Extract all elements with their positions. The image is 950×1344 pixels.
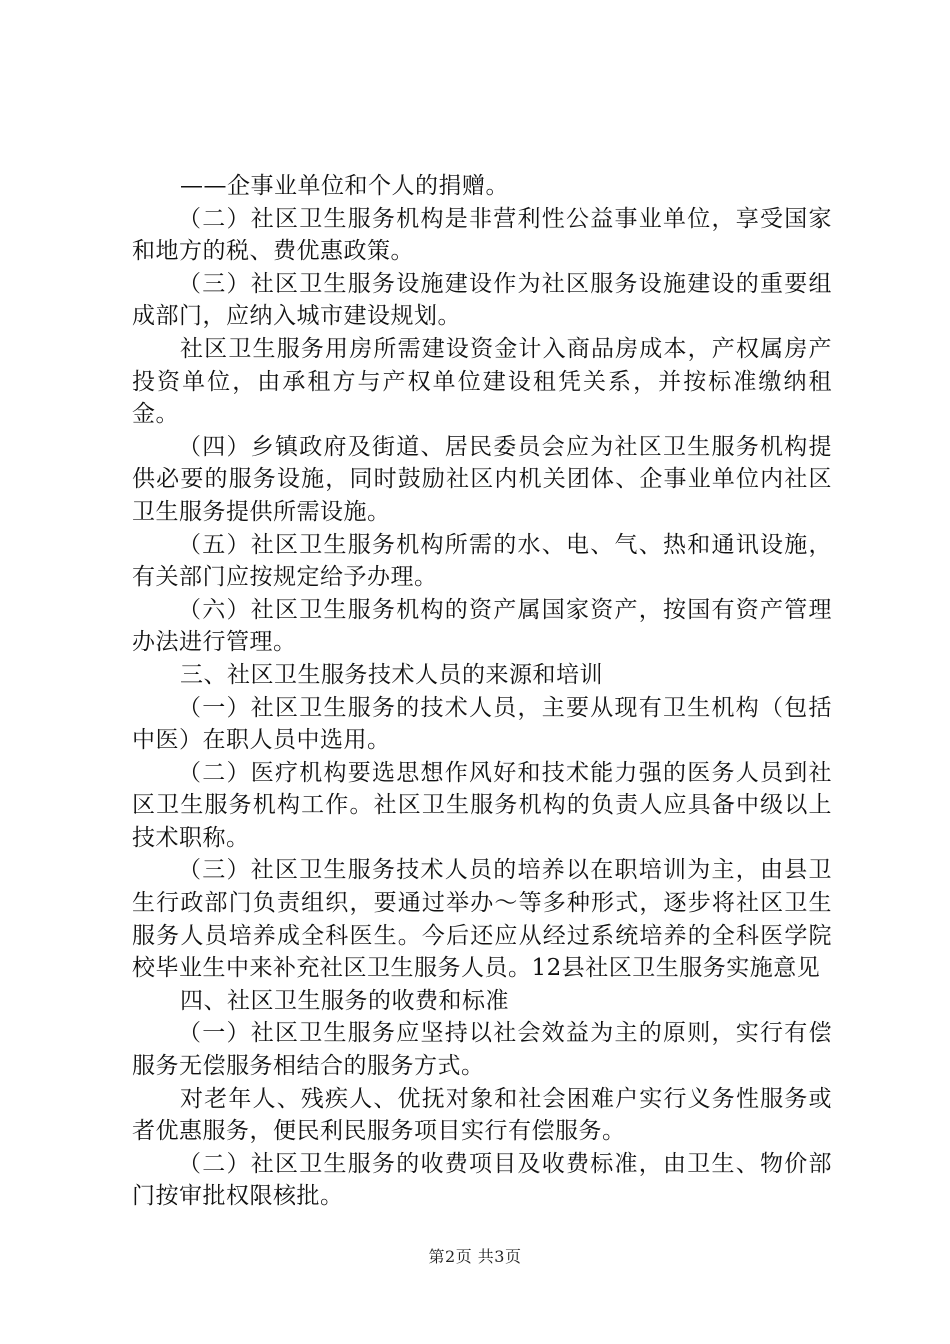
paragraph-fee-approval: （二）社区卫生服务的收费项目及收费标准，由卫生、物价部门按审批权限核批。 [132,1150,832,1210]
paragraph-medical-staff: （二）医疗机构要选思想作风好和技术能力强的医务人员到社区卫生服务机构工作。社区卫生服务机构的负责人应具备中级以上技术职称。 [132,759,832,851]
paragraph-facility-planning: （三）社区卫生服务设施建设作为社区服务设施建设的重要组成部门，应纳入城市建设规划。 [132,270,832,330]
paragraph-training: （三）社区卫生服务技术人员的培养以在职培训为主，由县卫生行政部门负责组织，要通过举办～等多种形式，逐步将社区卫生服务人员培养成全科医生。今后还应从经过系统培养的全科医学院校毕业生中来补充社区卫生服务人员。12县社区卫生服务实施意见 [132,857,832,982]
section-heading-fees: 四、社区卫生服务的收费和标准 [180,987,509,1014]
paragraph-state-assets: （六）社区卫生服务机构的资产属国家资产，按国有资产管理办法进行管理。 [132,596,832,656]
section-heading-staffing: 三、社区卫生服务技术人员的来源和培训 [180,661,603,688]
paragraph-staff-source: （一）社区卫生服务的技术人员，主要从现有卫生机构（包括中医）在职人员中选用。 [132,694,832,754]
paragraph-fee-principle: （一）社区卫生服务应坚持以社会效益为主的原则，实行有偿服务无偿服务相结合的服务方式。 [132,1020,832,1080]
paragraph-township-support: （四）乡镇政府及街道、居民委员会应为社区卫生服务机构提供必要的服务设施，同时鼓励社区内机关团体、企事业单位内社区卫生服务提供所需设施。 [132,433,832,525]
paragraph-donations: ——企事业单位和个人的捐赠。 [180,173,509,199]
document-body [132,170,832,1213]
paragraph-nonprofit-status: （二）社区卫生服务机构是非营利性公益事业单位，享受国家和地方的税、费优惠政策。 [132,205,832,265]
paragraph-utilities: （五）社区卫生服务机构所需的水、电、气、热和通讯设施，有关部门应按规定给予办理。 [132,531,832,591]
paragraph-housing-funds: 社区卫生服务用房所需建设资金计入商品房成本，产权属房产投资单位，由承租方与产权单位建设租凭关系，并按标准缴纳租金。 [132,335,832,428]
paragraph-preferential-service: 对老年人、残疾人、优抚对象和社会困难户实行义务性服务或者优惠服务，便民利民服务项目实行有偿服务。 [132,1085,832,1145]
page-footer: 第2页 共3页 [428,1247,522,1266]
